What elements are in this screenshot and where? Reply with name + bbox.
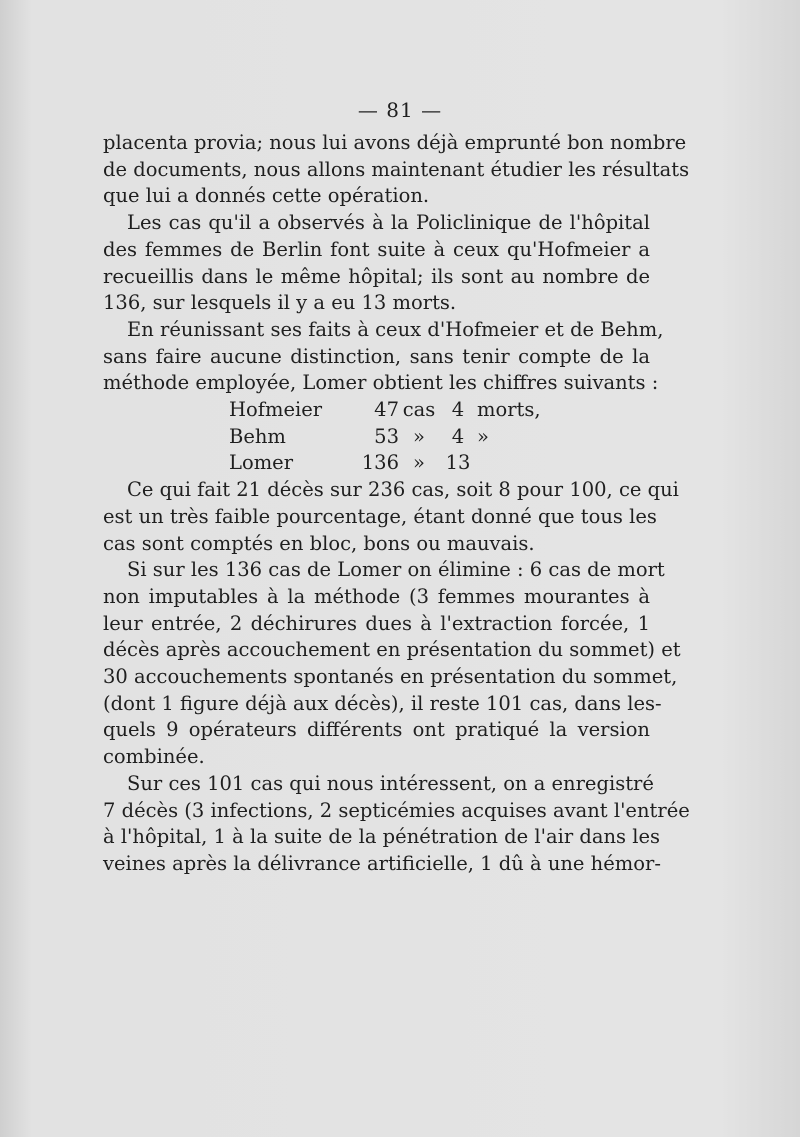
text-line: Si sur les 136 cas de Lomer on élimine : 6 cas de mort bbox=[127, 558, 665, 582]
text-line: Les cas qu'il a observés à la Policlinique de l'hôpital bbox=[127, 211, 650, 235]
text-line: méthode employée, Lomer obtient les chiffres suivants : bbox=[103, 371, 659, 395]
text-line: quels 9 opérateurs différents ont pratiqué la version bbox=[103, 718, 650, 742]
text-line: 136, sur lesquels il y a eu 13 morts. bbox=[103, 291, 457, 315]
text-line: (dont 1 figure déjà aux décès), il reste 101 cas, dans les- bbox=[103, 691, 662, 715]
text-line: des femmes de Berlin font suite à ceux qu'Hofmeier a bbox=[103, 237, 650, 261]
text-line: En réunissant ses faits à ceux d'Hofmeier et de Behm, bbox=[127, 317, 664, 341]
text-line: Sur ces 101 cas qui nous intéressent, on a enregistré bbox=[127, 771, 654, 795]
text-line: non imputables à la méthode (3 femmes mourantes à bbox=[103, 584, 650, 608]
deaths-label: » bbox=[477, 424, 489, 448]
text-line: sans faire aucune distinction, sans tenir compte de la bbox=[103, 344, 650, 368]
author-name: Hofmeier bbox=[229, 398, 323, 422]
text-line: 7 décès (3 infections, 2 septicémies acquises avant l'entrée bbox=[103, 798, 690, 822]
text-line: à l'hôpital, 1 à la suite de la pénétration de l'air dans les bbox=[103, 825, 661, 849]
cases-count: 47 bbox=[374, 398, 399, 422]
text-line: Ce qui fait 21 décès sur 236 cas, soit 8 pour 100, ce qui bbox=[127, 478, 679, 502]
table-row bbox=[103, 450, 650, 477]
text-line: combinée. bbox=[103, 745, 205, 769]
author-name: Lomer bbox=[229, 451, 294, 475]
body-text bbox=[103, 130, 690, 878]
cases-unit: » bbox=[413, 424, 425, 448]
text-line: veines après la délivrance artificielle, 1 dû à une hémor- bbox=[103, 851, 661, 875]
deaths-count: 13 bbox=[445, 451, 471, 475]
table-row bbox=[103, 397, 650, 424]
text-line: placenta provia; nous lui avons déjà emprunté bon nombre bbox=[103, 131, 687, 154]
text-line: que lui a donnés cette opération. bbox=[103, 184, 430, 208]
cases-count: 53 bbox=[374, 424, 399, 448]
text-line: est un très faible pourcentage, étant donné que tous les bbox=[103, 504, 657, 528]
cases-unit: » bbox=[413, 451, 425, 475]
statistics-table bbox=[103, 397, 650, 477]
text-line: de documents, nous allons maintenant étudier les résultats bbox=[103, 157, 690, 181]
text-line: 30 accouchements spontanés en présentation du sommet, bbox=[103, 665, 678, 689]
cases-count: 136 bbox=[361, 451, 399, 475]
cases-unit: cas bbox=[402, 398, 436, 422]
deaths-count: 4 bbox=[451, 424, 465, 448]
deaths-label: morts, bbox=[477, 398, 541, 422]
text-line: décès après accouchement en présentation du sommet) et bbox=[103, 638, 681, 662]
table-row bbox=[103, 424, 650, 451]
author-name: Behm bbox=[229, 424, 286, 448]
text-line: cas sont comptés en bloc, bons ou mauvais. bbox=[103, 531, 535, 555]
text-line: recueillis dans le même hôpital; ils sont au nombre de bbox=[103, 264, 650, 288]
page-number: — 81 — bbox=[357, 98, 443, 122]
deaths-count: 4 bbox=[451, 398, 465, 422]
text-line: leur entrée, 2 déchirures dues à l'extraction forcée, 1 bbox=[103, 611, 650, 635]
